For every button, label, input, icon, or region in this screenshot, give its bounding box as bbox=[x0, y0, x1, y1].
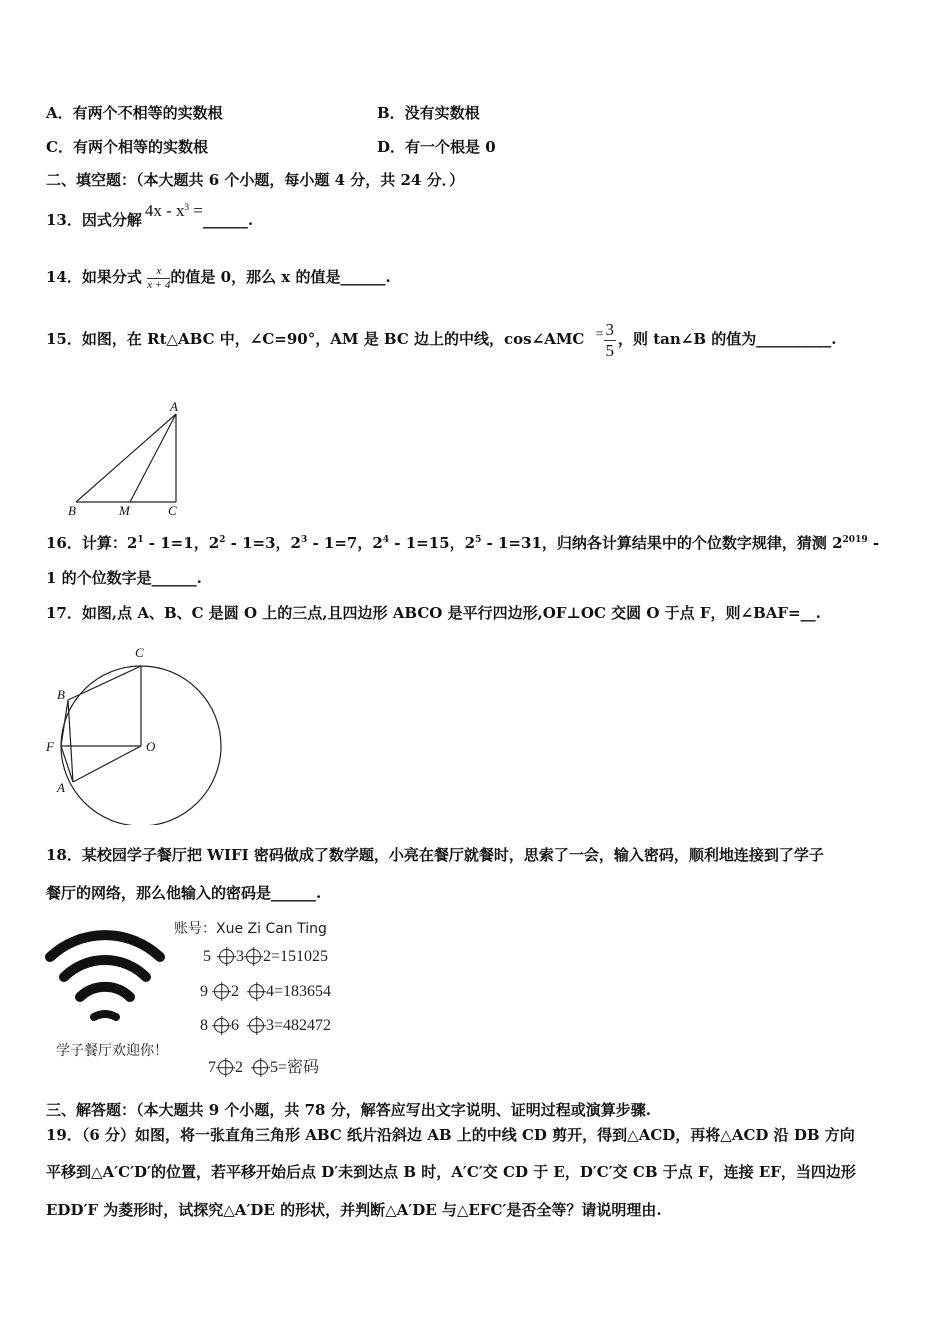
q15-denominator: 5 bbox=[605, 340, 615, 360]
operand: 3 bbox=[236, 948, 244, 965]
operand: 5 bbox=[270, 1059, 278, 1076]
label-a: A bbox=[57, 780, 65, 795]
q16-term: 2 bbox=[832, 534, 843, 552]
q16-exp: 1 bbox=[137, 535, 144, 545]
q13-expr-b: = bbox=[189, 201, 203, 220]
q16-prefix: 16．计算： bbox=[46, 534, 127, 552]
operand: 8 bbox=[200, 1017, 208, 1034]
q16-rest: - 1=15， bbox=[389, 534, 465, 552]
q16-exp: 5 bbox=[475, 535, 482, 545]
operand: 2 bbox=[231, 983, 239, 1000]
q16-term: 2 bbox=[208, 534, 220, 552]
q15-triangle-figure bbox=[62, 398, 192, 520]
wifi-row-3 bbox=[200, 1017, 331, 1035]
q16-rest: - 1=1， bbox=[143, 534, 209, 552]
q15-numerator: 3 bbox=[605, 319, 615, 339]
question-18-line-2: 餐厅的网络，那么他输入的密码是______. bbox=[46, 884, 322, 902]
label-a: A bbox=[170, 399, 178, 414]
operand: 3 bbox=[266, 1017, 274, 1034]
q16-rest: - 1=7， bbox=[307, 534, 373, 552]
label-c: C bbox=[135, 645, 144, 660]
option-d: D．有一个根是 0 bbox=[377, 138, 496, 156]
question-14 bbox=[46, 260, 391, 294]
operand: 7 bbox=[208, 1059, 216, 1076]
section-2-heading: 二、填空题：（本大题共 6 个小题，每小题 4 分，共 24 分．） bbox=[46, 171, 465, 189]
circle-plus-icon bbox=[214, 984, 229, 999]
question-18-line-1: 18．某校园学子餐厅把 WIFI 密码做成了数学题，小亮在餐厅就餐时，思索了一会，输入密码，顺利地连接到了学子 bbox=[46, 846, 824, 864]
segment-bc bbox=[68, 666, 141, 700]
operand: 6 bbox=[231, 1017, 239, 1034]
q15-fraction bbox=[604, 320, 617, 361]
option-c: C．有两个相等的实数根 bbox=[46, 138, 208, 156]
wifi-arc-outer bbox=[50, 935, 160, 957]
q16-term: 2 bbox=[464, 534, 476, 552]
q13-expr-a: 4x - x bbox=[144, 201, 185, 220]
operand: 4 bbox=[266, 983, 274, 1000]
label-f: F bbox=[46, 739, 54, 754]
q15-prefix: 15．如图，在 Rt△ABC 中，∠C=90°，AM 是 BC 边上的中线，cos∠AMC bbox=[46, 330, 585, 348]
q16-rest: - 1=31，归纳各计算结果中的个位数字规律，猜测 bbox=[481, 534, 833, 552]
operand: 5 bbox=[203, 948, 211, 965]
wifi-icon bbox=[44, 925, 166, 1030]
q16-rest: - 1=3， bbox=[225, 534, 291, 552]
option-b: B．没有实数根 bbox=[377, 104, 480, 122]
circle-plus-icon bbox=[218, 1060, 233, 1075]
circle-plus-icon bbox=[214, 1018, 229, 1033]
question-19-line-1: 19．（6 分）如图，将一张直角三角形 ABC 纸片沿斜边 AB 上的中线 CD 剪开，得到△ACD，再将△ACD 沿 DB 方向 bbox=[46, 1126, 855, 1144]
q16-exp: 2 bbox=[219, 535, 226, 545]
q13-exponent: 3 bbox=[184, 202, 190, 212]
q14-prefix: 14．如果分式 bbox=[46, 268, 142, 286]
label-c: C bbox=[168, 503, 177, 518]
wifi-arc-middle bbox=[64, 960, 146, 977]
question-16-line-2: 1 的个位数字是______. bbox=[46, 569, 202, 587]
question-17: 17．如图,点 A、B、C 是圆 O 上的三点,且四边形 ABCO 是平行四边形,OF⊥OC 交圆 O 于点 F，则∠BAF=__. bbox=[46, 604, 821, 622]
wifi-row-2 bbox=[200, 983, 331, 1001]
label-m: M bbox=[119, 503, 130, 518]
circle-plus-icon bbox=[249, 1018, 264, 1033]
circle-plus-icon bbox=[249, 984, 264, 999]
q16-exp: 4 bbox=[382, 535, 390, 545]
section-3-heading: 三、解答题：（本大题共 9 个小题，共 78 分，解答应写出文字说明、证明过程或演算步骤. bbox=[46, 1101, 651, 1119]
circle-plus-icon bbox=[246, 949, 261, 964]
operand: 9 bbox=[200, 983, 208, 1000]
wifi-account: 账号：Xue Zi Can Ting bbox=[174, 921, 327, 937]
circle-plus-icon bbox=[219, 949, 234, 964]
q16-exp: 3 bbox=[300, 535, 308, 545]
q15-suffix: ，则 tan∠B 的值为__________. bbox=[618, 330, 837, 348]
wifi-welcome: 学子餐厅欢迎你！ bbox=[56, 1043, 168, 1059]
side-ab bbox=[76, 414, 176, 502]
q14-fraction bbox=[147, 265, 170, 292]
q16-rest: - bbox=[867, 534, 880, 552]
q16-term: 2 bbox=[372, 534, 383, 552]
result: =151025 bbox=[271, 948, 329, 965]
wifi-row-1 bbox=[203, 948, 328, 966]
question-19-line-2: 平移到△A′C′D′的位置，若平移开始后点 D′未到达点 B 时，A′C′交 CD 于 E，D′C′交 CB 于点 F，连接 EF，当四边形 bbox=[46, 1163, 856, 1181]
q14-suffix: 的值是 0，那么 x 的值是______. bbox=[170, 268, 391, 286]
label-o: O bbox=[146, 739, 156, 754]
option-a: A．有两个不相等的实数根 bbox=[46, 104, 223, 122]
wifi-dot bbox=[94, 1014, 116, 1017]
result: =密码 bbox=[278, 1059, 320, 1076]
q16-term: 2 bbox=[290, 534, 301, 552]
q17-circle-figure bbox=[40, 640, 230, 825]
segment-bf bbox=[61, 700, 68, 746]
result: =183654 bbox=[274, 983, 332, 1000]
question-16 bbox=[46, 530, 879, 553]
wifi-row-4 bbox=[208, 1054, 319, 1077]
circle-plus-icon bbox=[253, 1060, 268, 1075]
segment-ao bbox=[73, 746, 141, 782]
median-am bbox=[130, 414, 176, 502]
q14-denominator: x + 4 bbox=[147, 278, 171, 291]
q16-term: 2 bbox=[126, 534, 138, 552]
q14-numerator: x bbox=[147, 265, 170, 279]
operand: 2 bbox=[263, 948, 271, 965]
question-13 bbox=[46, 201, 254, 230]
q16-exp: 2019 bbox=[842, 535, 868, 545]
question-19-line-3: EDD′F 为菱形时，试探究△A′DE 的形状，并判断△A′DE 与△EFC′是否全等？请说明理由. bbox=[46, 1201, 662, 1219]
label-b: B bbox=[68, 503, 76, 518]
q13-prefix: 13．因式分解 bbox=[46, 211, 142, 229]
operand: 2 bbox=[235, 1059, 243, 1076]
result: =482472 bbox=[274, 1017, 332, 1034]
label-b: B bbox=[57, 687, 65, 702]
wifi-arc-inner bbox=[80, 987, 130, 997]
q15-equals: = bbox=[595, 327, 604, 342]
q13-blank: ______. bbox=[202, 211, 254, 229]
question-15 bbox=[46, 316, 836, 364]
